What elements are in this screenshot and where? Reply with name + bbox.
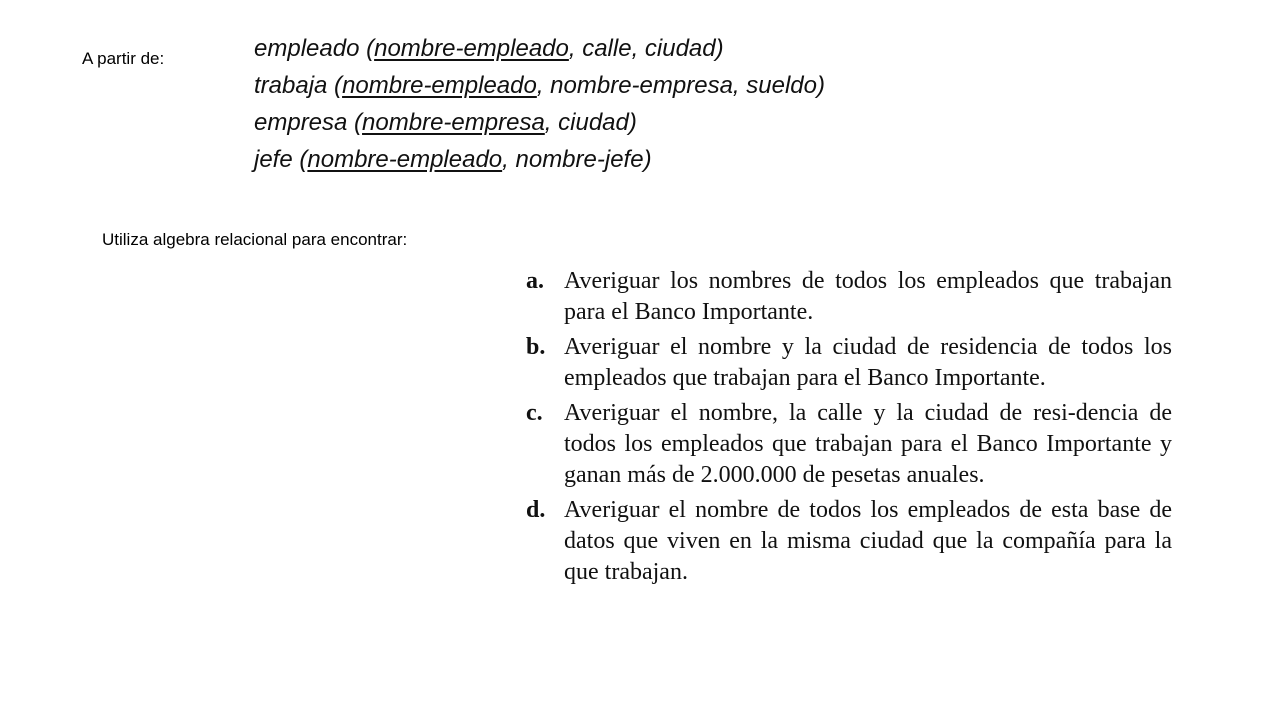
- task-item-d: [526, 495, 1172, 588]
- task-text: Averiguar el nombre de todos los empleados de esta base de datos que viven en la misma ciudad que la compañía para la que trabajan.: [564, 497, 1172, 585]
- task-letter: d.: [526, 497, 546, 523]
- task-text: Averiguar el nombre, la calle y la ciudad de resi-dencia de todos los empleados que trabajan para el Banco Importante y ganan más de 2.000.000 de pesetas anuales.: [564, 400, 1172, 488]
- primary-key: nombre-empleado: [342, 72, 537, 99]
- primary-key: nombre-empresa: [362, 109, 545, 136]
- task-item-b: [526, 332, 1172, 394]
- relation-name: jefe: [254, 146, 293, 173]
- primary-key: nombre-empleado: [307, 146, 503, 173]
- instruction-label: Utiliza algebra relacional para encontrar:: [102, 230, 408, 249]
- schema-line-empleado: empleado (nombre-empleado, calle, ciudad): [254, 35, 724, 62]
- task-letter: c.: [526, 400, 543, 426]
- task-letter: a.: [526, 268, 544, 294]
- schema-line-trabaja: trabaja (nombre-empleado, nombre-empresa, sueldo): [254, 72, 825, 99]
- task-item-c: [526, 398, 1172, 491]
- attributes: , ciudad: [544, 109, 629, 136]
- attributes: , nombre-empresa, sueldo: [536, 72, 817, 99]
- relational-schema: [254, 30, 825, 178]
- task-letter: b.: [526, 334, 546, 360]
- schema-line-jefe: jefe (nombre-empleado, nombre-jefe): [254, 146, 652, 173]
- schema-line-empresa: empresa (nombre-empresa, ciudad): [254, 109, 637, 136]
- task-text: Averiguar los nombres de todos los empleados que trabajan para el Banco Importante.: [564, 268, 1172, 325]
- task-item-a: [526, 266, 1172, 328]
- intro-label: A partir de:: [82, 49, 165, 68]
- task-list: [526, 266, 1172, 592]
- attributes: , calle, ciudad: [568, 35, 716, 62]
- task-text: Averiguar el nombre y la ciudad de residencia de todos los empleados que trabajan para el Banco Importante.: [564, 334, 1172, 391]
- relation-name: trabaja: [254, 72, 328, 99]
- primary-key: nombre-empleado: [374, 35, 569, 62]
- relation-name: empleado: [254, 35, 360, 62]
- attributes: , nombre-jefe: [502, 146, 644, 173]
- relation-name: empresa: [254, 109, 348, 136]
